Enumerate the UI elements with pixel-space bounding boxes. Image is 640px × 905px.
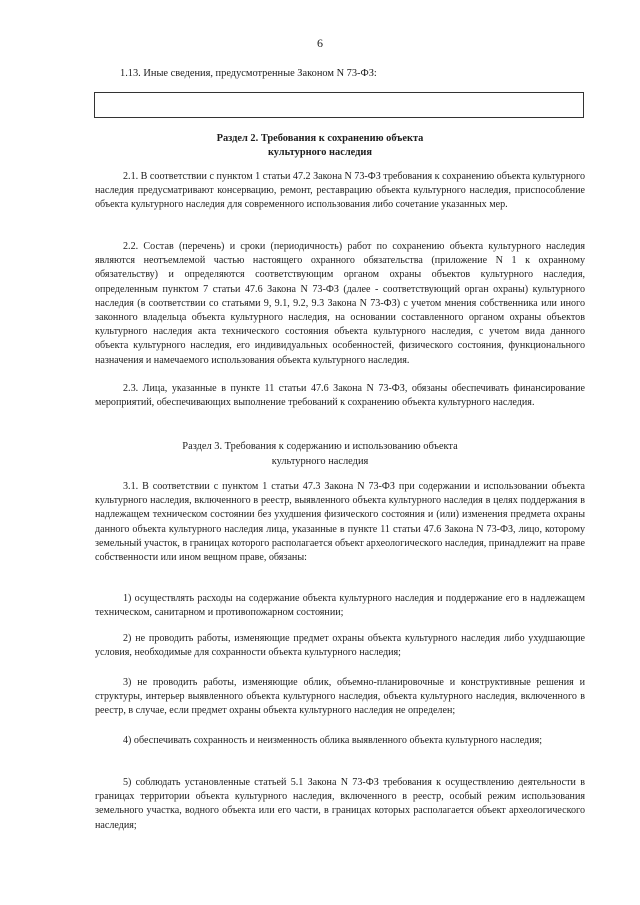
- list-item-5: 5) соблюдать установленные статьей 5.1 Закона N 73-ФЗ требования к осуществлению деятельности в границах территории объекта культурного наследия, включенного в реестр, особый режим использования земельного участка, водного объекта или его части, в границах которых располагается объект археологического наследия;: [95, 777, 585, 831]
- other-info-field: [94, 92, 584, 118]
- paragraph-3-1: 3.1. В соответствии с пунктом 1 статьи 47.3 Закона N 73-ФЗ при содержании и использовании объекта культурного наследия, включенного в реестр, выявленного объекта культурного наследия в целях поддержания в надлежащем техническом состоянии без ухудшения физического состояния и (или) изменения предмета охраны данного объекта культурного наследия лица, указанные в пункте 11 статьи 47.6 Закона N 73-ФЗ, лицо, которому земельный участок, в границах которого располагается объект археологического наследия, принадлежит на праве собственности или ином вещном праве, обязаны:: [95, 481, 586, 564]
- paragraph-2-3: 2.3. Лица, указанные в пункте 11 статьи 47.6 Закона N 73-ФЗ, обязаны обеспечивать финансирование мероприятий, обеспечивающих выполнение требований к сохранению объекта культурного наследия.: [95, 383, 585, 409]
- section2-title-line2: культурного наследия: [267, 147, 373, 158]
- item-1-13: 1.13. Иные сведения, предусмотренные Законом N 73-ФЗ:: [120, 68, 377, 79]
- list-item-4: 4) обеспечивать сохранность и неизменность облика выявленного объекта культурного наследия;: [123, 735, 543, 746]
- list-item-2: 2) не проводить работы, изменяющие предмет охраны объекта культурного наследия либо ухудшающие условия, необходимые для сохранности объекта культурного наследия;: [95, 633, 585, 659]
- paragraph-2-2: 2.2. Состав (перечень) и сроки (периодичность) работ по сохранению объекта культурного наследия являются неотъемлемой частью настоящего охранного обязательства (приложение N 1 к охранному обязательству) и определяются соответствующим органом охраны объектов культурного наследия, определенным пунктом 7 статьи 47.6 Закона N 73-ФЗ (далее - соответствующий орган охраны) культурного наследия (в соответствии со статьями 9, 9.1, 9.2, 9.3 Закона N 73-ФЗ) с учетом мнения собственника или иного законного владельца объекта культурного наследия, на основании составленного органом охраны объектов культурного наследия акта технического состояния объекта культурного наследия, с учетом вида данного объекта культурного наследия, его индивидуальных особенностей, физического состояния, функционального назначения и намечаемого использования объекта культурного наследия.: [95, 241, 585, 366]
- list-item-3: 3) не проводить работы, изменяющие облик, объемно-планировочные и конструктивные решения и структуры, интерьер выявленного объекта культурного наследия, объекта культурного наследия, включенного в реестр, в случае, если предмет охраны объекта культурного наследия не определен;: [95, 677, 585, 717]
- list-item-1: 1) осуществлять расходы на содержание объекта культурного наследия и поддержание его в надлежащем техническом, санитарном и противопожарном состоянии;: [95, 593, 585, 619]
- section3-title-line2: культурного наследия: [271, 456, 369, 467]
- section2-title-line1: Раздел 2. Требования к сохранению объекта: [216, 133, 424, 144]
- section3-title-line1: Раздел 3. Требования к содержанию и использованию объекта: [182, 441, 458, 452]
- paragraph-2-1: 2.1. В соответствии с пунктом 1 статьи 47.2 Закона N 73-ФЗ требования к сохранению объекта культурного наследия предусматривают консервацию, ремонт, реставрацию объекта культурного наследия, приспособление объекта культурного наследия для современного использования либо сочетание указанных мер.: [95, 171, 585, 211]
- page-number: 6: [317, 36, 323, 50]
